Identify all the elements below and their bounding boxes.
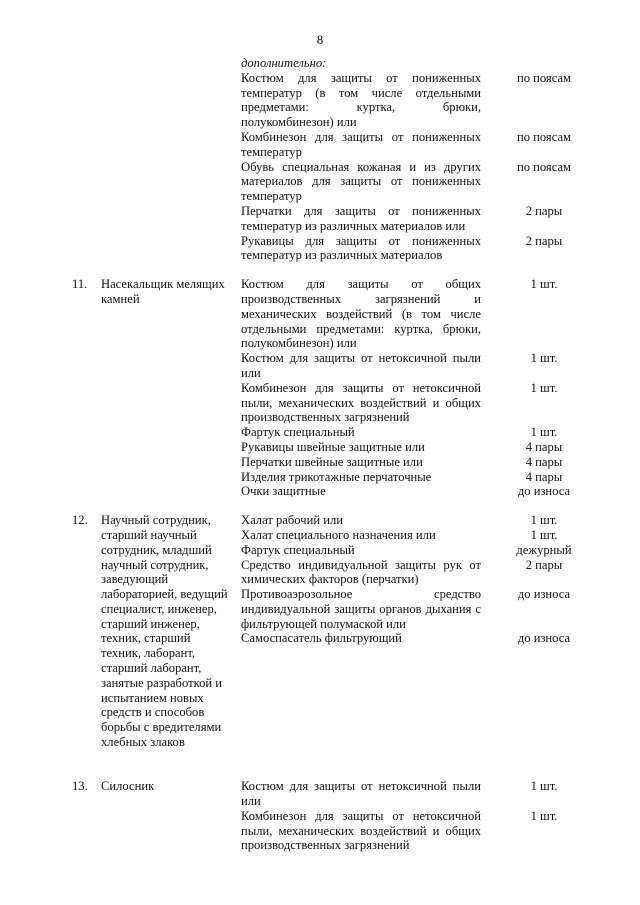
row-profession: Научный сотрудник, старший научный сотрудник, младший научный сотрудник, заведующий лабораторией, ведущий специалист, инженер, старший инженер, техник, старший техник, лаборант, старший лаборант, занятые разработкой и испытанием новых средств и способов борьбы с вредителями хлебных злаков <box>101 513 228 750</box>
list-item <box>241 513 558 528</box>
item-qty: 4 пары <box>525 439 563 454</box>
item-text: Средство индивидуальной защиты рук от химических факторов (перчатки) <box>241 557 481 587</box>
item-qty: 4 пары <box>525 454 563 469</box>
item-qty: по поясам <box>516 159 572 174</box>
list-item <box>241 203 563 234</box>
item-text: Рукавицы для защиты от пониженных температур из различных материалов <box>241 233 481 263</box>
list-item <box>241 380 558 425</box>
item-qty: до износа <box>517 587 571 602</box>
item-text: Комбинезон для защиты от нетоксичной пыли, механических воздействий и общих производственных загрязнений <box>241 380 481 425</box>
list-item <box>241 159 572 204</box>
list-item <box>241 587 571 631</box>
ppe-table <box>0 56 640 853</box>
list-item <box>241 631 571 646</box>
items-list <box>241 277 571 499</box>
item-text: Фартук специальный <box>241 425 355 440</box>
row-number: 11. <box>72 277 88 292</box>
list-item <box>241 469 563 485</box>
row-number: 13. <box>72 779 88 794</box>
item-text: Комбинезон для защиты от нетоксичной пыли, механических воздействий и общих производственных загрязнений <box>241 808 481 853</box>
table-row <box>0 513 640 765</box>
continuation-block <box>0 56 640 263</box>
item-qty: 1 шт. <box>530 351 558 366</box>
list-item <box>241 277 558 351</box>
list-item <box>241 527 558 543</box>
item-text: Костюм для защиты от нетоксичной пыли или <box>241 351 481 380</box>
list-item <box>241 351 558 381</box>
list-item <box>241 129 572 160</box>
item-text: Перчатки для защиты от пониженных температур из различных материалов или <box>241 203 481 233</box>
list-item <box>241 542 572 558</box>
item-qty: по поясам <box>516 70 572 85</box>
item-text: Противоаэрозольное средство индивидуальной защиты органов дыхания с фильтрующей полумаской или <box>241 587 481 631</box>
page-number: 8 <box>316 32 324 47</box>
item-text: Очки защитные <box>241 484 326 499</box>
additional-heading: дополнительно: <box>241 56 327 70</box>
list-item <box>241 439 563 455</box>
list-item <box>241 70 572 130</box>
item-text: Комбинезон для защиты от пониженных температур <box>241 129 481 159</box>
item-qty: 1 шт. <box>530 779 558 794</box>
item-text: Костюм для защиты от нетоксичной пыли или <box>241 779 481 808</box>
item-qty: 1 шт. <box>530 808 558 823</box>
item-qty: до износа <box>517 484 571 499</box>
item-qty: 2 пары <box>525 203 563 218</box>
item-text: Перчатки швейные защитные или <box>241 454 423 469</box>
item-qty: 2 пары <box>525 233 563 248</box>
row-number: 12. <box>72 513 88 528</box>
list-item <box>241 779 558 809</box>
item-text: Халат специального назначения или <box>241 527 436 542</box>
item-text: Костюм для защиты от пониженных температур (в том числе отдельными предметами: куртка, брюки, полукомбинезон) или <box>241 70 481 130</box>
items-list <box>241 56 572 263</box>
item-qty: дежурный <box>516 542 572 557</box>
list-item <box>241 425 558 440</box>
row-profession: Насекальщик мелящих камней <box>101 277 225 306</box>
item-text: Самоспасатель фильтрующий <box>241 631 402 646</box>
list-item <box>241 484 571 499</box>
item-text: Изделия трикотажные перчаточные <box>241 469 432 484</box>
list-item <box>241 808 558 853</box>
item-qty: 4 пары <box>525 469 563 484</box>
item-qty: 1 шт. <box>530 425 558 440</box>
row-profession: Силосник <box>101 779 155 794</box>
item-qty: 1 шт. <box>530 513 558 528</box>
item-qty: 2 пары <box>525 557 563 572</box>
item-qty: 1 шт. <box>530 277 558 292</box>
item-text: Костюм для защиты от общих производственных загрязнений и механических воздействий (в том числе отдельными предметами: куртка, брюки, полукомбинезон) или <box>241 277 481 351</box>
item-text: Рукавицы швейные защитные или <box>241 439 425 454</box>
list-item <box>241 557 563 588</box>
item-qty: 1 шт. <box>530 527 558 542</box>
item-text: Халат рабочий или <box>241 513 343 528</box>
item-text: Фартук специальный <box>241 542 355 557</box>
list-item <box>241 454 563 470</box>
item-text: Обувь специальная кожаная и из других материалов для защиты от пониженных температур <box>241 159 481 204</box>
list-item <box>241 233 563 264</box>
table-row <box>0 277 640 499</box>
table-row <box>0 779 640 853</box>
items-list <box>241 513 572 765</box>
item-qty: 1 шт. <box>530 380 558 395</box>
item-qty: по поясам <box>516 129 572 144</box>
items-list <box>241 779 558 853</box>
item-qty: до износа <box>517 631 571 646</box>
